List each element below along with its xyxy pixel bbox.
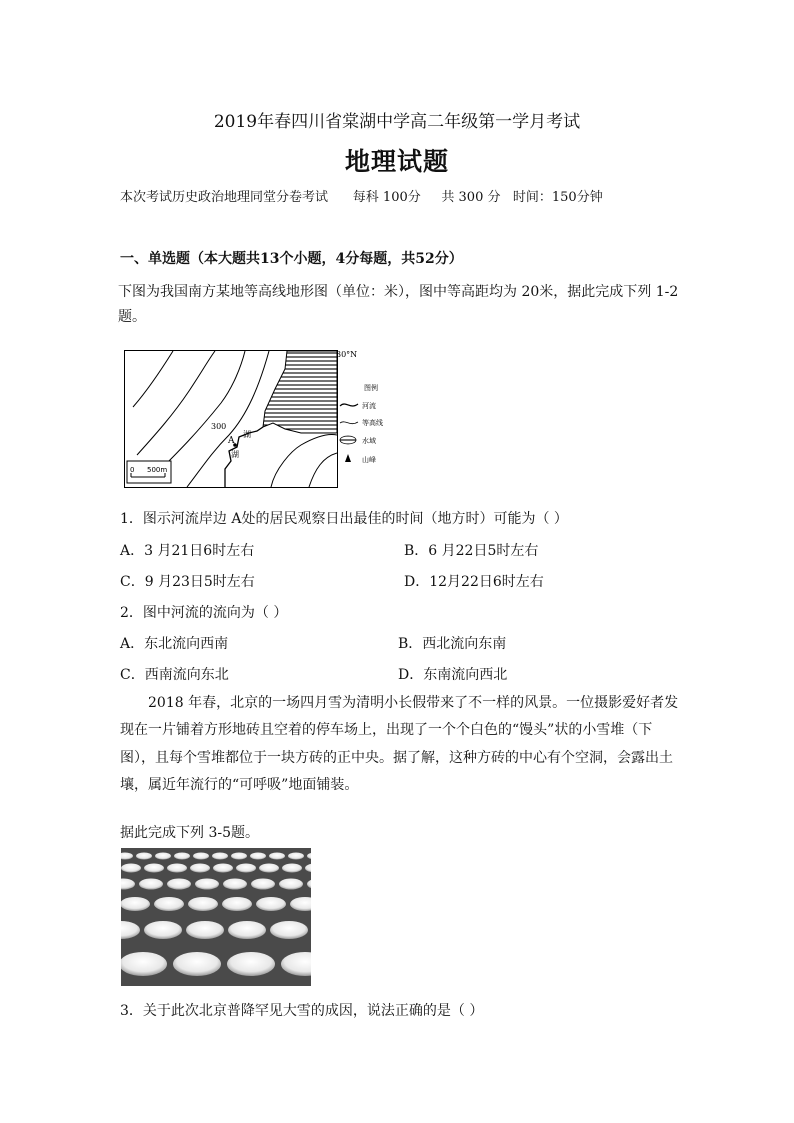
snow-mound xyxy=(223,879,247,890)
q2-option-b: B．西北流向东南 xyxy=(398,636,507,652)
snow-mound xyxy=(188,897,218,911)
section-heading: 一、单选题（本大题共13个小题，4分每题，共52分） xyxy=(120,251,463,267)
snow-mound xyxy=(121,952,167,976)
snow-mound xyxy=(144,864,164,873)
lake-area xyxy=(263,351,337,433)
scale-start: 0 xyxy=(130,466,135,474)
q1-option-d: D．12月22日6时左右 xyxy=(404,574,544,590)
snow-mound xyxy=(155,853,171,860)
contour-line xyxy=(271,434,337,487)
intro-text: 下图为我国南方某地等高线地形图（单位：米），图中等高距均为 20米，据此完成下列 1-2题。 xyxy=(118,284,679,325)
peak-icon xyxy=(345,454,351,462)
scale-end: 500m xyxy=(147,466,168,474)
snow-photo-drawing xyxy=(121,848,311,986)
snow-mound xyxy=(167,879,191,890)
snow-mound xyxy=(139,879,163,890)
legend-contour-label: 等高线 xyxy=(362,419,383,427)
exam-title: 2019年春四川省棠湖中学高二年级第一学月考试 xyxy=(213,112,581,132)
river-icon xyxy=(340,404,358,406)
legend-water-label: 水域 xyxy=(362,437,376,445)
snow-mound xyxy=(121,897,150,911)
legend-river-label: 河流 xyxy=(362,402,376,410)
contour-value-label: 300 xyxy=(211,422,227,431)
snow-mound-photo xyxy=(121,848,311,986)
legend-title: 图例 xyxy=(364,384,378,392)
snow-mound xyxy=(251,879,275,890)
snow-mound xyxy=(174,853,190,860)
legend-drawing xyxy=(336,350,426,486)
legend-peak-label: 山峰 xyxy=(362,456,376,464)
snow-mound xyxy=(195,879,219,890)
q1-option-a: A．3 月21日6时左右 xyxy=(120,543,255,559)
snow-mound xyxy=(144,921,182,939)
snow-mound xyxy=(270,921,308,939)
contour-line xyxy=(137,351,215,455)
contour-line xyxy=(309,453,337,487)
lake-small-label-2: 湖 xyxy=(243,430,251,439)
q2-option-a: A．东北流向西南 xyxy=(120,636,229,652)
q1-option-b: B．6 月22日5时左右 xyxy=(404,543,539,559)
subject-title: 地理试题 xyxy=(344,147,449,176)
snow-mound xyxy=(193,853,209,860)
passage-instruction: 据此完成下列 3-5题。 xyxy=(120,825,259,841)
snow-mound xyxy=(173,952,221,976)
snow-mound xyxy=(136,853,152,860)
question-3: 3．关于此次北京普降罕见大雪的成因，说法正确的是（ ） xyxy=(120,1003,484,1019)
snow-mound xyxy=(250,853,266,860)
point-a-label: A xyxy=(228,436,235,446)
snow-mound xyxy=(154,897,184,911)
snow-mound xyxy=(213,864,233,873)
snow-mound xyxy=(190,864,210,873)
snow-mound xyxy=(186,921,224,939)
lake-small-label: 湖 xyxy=(231,450,239,459)
snow-mound xyxy=(269,853,285,860)
contour-icon xyxy=(340,422,358,424)
snow-mound xyxy=(231,853,247,860)
q2-option-d: D．东南流向西北 xyxy=(398,667,508,683)
snow-mound xyxy=(212,853,228,860)
snow-mound xyxy=(282,864,302,873)
contour-line xyxy=(187,351,269,487)
snow-mound xyxy=(236,864,256,873)
snow-mound xyxy=(222,897,252,911)
snow-mound xyxy=(259,864,279,873)
snow-mound xyxy=(279,879,303,890)
snow-mound xyxy=(227,952,275,976)
contour-map xyxy=(124,350,338,488)
snow-mound xyxy=(167,864,187,873)
question-2: 2．图中河流的流向为（ ） xyxy=(120,605,288,621)
exam-info: 本次考试历史政治地理同堂分卷考试 每科 100分 共 300 分 时间：150分钟 xyxy=(120,190,603,205)
snow-mound xyxy=(228,921,266,939)
latitude-label: 30°N xyxy=(336,350,358,359)
waterbody-icon xyxy=(340,436,356,444)
contour-line xyxy=(133,351,173,407)
snow-mound xyxy=(121,864,141,873)
snow-mound xyxy=(256,897,286,911)
q2-option-c: C．西南流向东北 xyxy=(120,667,229,683)
q1-option-c: C．9 月23日5时左右 xyxy=(120,574,255,590)
question-1: 1．图示河流岸边 A处的居民观察日出最佳的时间（地方时）可能为（ ） xyxy=(120,511,568,527)
snow-mound xyxy=(288,853,304,860)
map-legend xyxy=(336,350,426,486)
contour-map-drawing xyxy=(125,351,337,487)
passage-text: 2018 年春，北京的一场四月雪为清明小长假带来了不一样的风景。一位摄影爱好者发现在一片铺着方形地砖且空着的停车场上，出现了一个个白色的“馒头”状的小雪堆（下图），且每个雪堆都位于一块方砖的正中央。据了解，这种方砖的中心有个空洞，会露出土壤，属近年流行的“可呼吸”地面铺装。 xyxy=(120,695,679,793)
